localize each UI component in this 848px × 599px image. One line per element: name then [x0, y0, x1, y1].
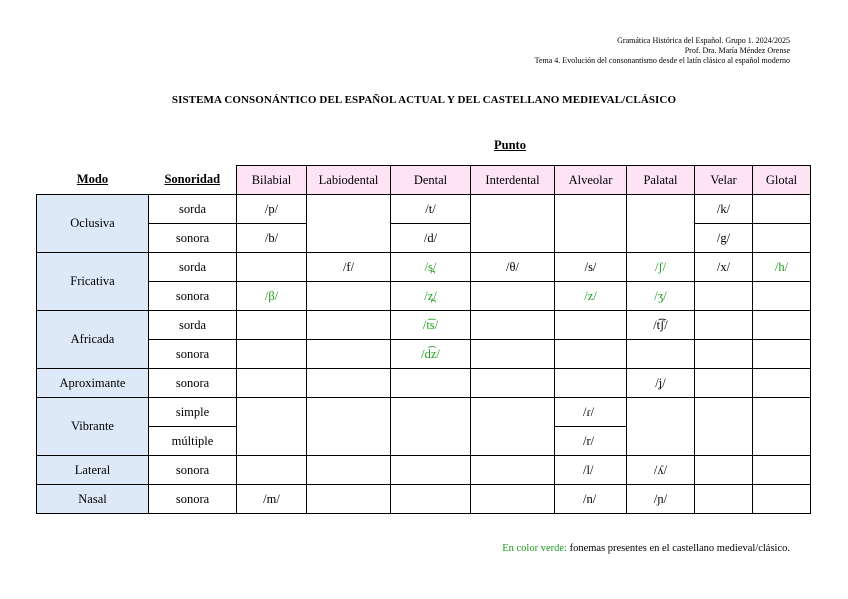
col-glotal: Glotal — [753, 166, 811, 195]
phoneme-cell: /r/ — [555, 427, 627, 456]
phoneme-cell-medieval: /t͡s/ — [391, 311, 471, 340]
phoneme-cell: /ɲ/ — [627, 485, 695, 514]
table-row — [37, 195, 811, 224]
empty-cell — [753, 311, 811, 340]
voicing-cell: sonora — [149, 369, 237, 398]
phoneme-cell: /k/ — [695, 195, 753, 224]
table-row — [37, 485, 811, 514]
mode-africada: Africada — [37, 311, 149, 369]
col-palatal: Palatal — [627, 166, 695, 195]
phoneme-cell-medieval: /d͡z/ — [391, 340, 471, 369]
page-title: SISTEMA CONSONÁNTICO DEL ESPAÑOL ACTUAL Y DEL CASTELLANO MEDIEVAL/CLÁSICO — [171, 94, 677, 106]
empty-cell — [237, 340, 307, 369]
empty-cell — [471, 311, 555, 340]
modo-header: Modo — [37, 166, 149, 195]
table-header-row — [37, 166, 811, 195]
phoneme-cell-medieval: /h/ — [753, 253, 811, 282]
empty-cell — [695, 340, 753, 369]
empty-cell — [471, 398, 555, 456]
empty-cell — [753, 195, 811, 224]
document-header — [535, 36, 790, 66]
empty-cell — [471, 282, 555, 311]
mode-lateral: Lateral — [37, 456, 149, 485]
legend-text: fonemas presentes en el castellano medieval/clásico. — [566, 543, 790, 554]
empty-cell — [307, 456, 391, 485]
empty-cell — [307, 485, 391, 514]
empty-cell — [471, 485, 555, 514]
phoneme-cell: /p/ — [237, 195, 307, 224]
empty-cell — [555, 340, 627, 369]
phoneme-cell: /g/ — [695, 224, 753, 253]
empty-cell — [555, 311, 627, 340]
phoneme-cell: /f/ — [307, 253, 391, 282]
mode-vibrante: Vibrante — [37, 398, 149, 456]
header-topic: Tema 4. Evolución del consonantismo desde el latín clásico al español moderno — [534, 56, 790, 65]
legend-green-label: En color verde: — [502, 543, 567, 554]
phoneme-cell: /d/ — [391, 224, 471, 253]
mode-nasal: Nasal — [37, 485, 149, 514]
mode-oclusiva: Oclusiva — [37, 195, 149, 253]
phoneme-cell: /ʝ/ — [627, 369, 695, 398]
phoneme-cell-medieval: /z̪/ — [391, 282, 471, 311]
table-row — [37, 340, 811, 369]
empty-cell — [627, 195, 695, 253]
voicing-cell: sonora — [149, 282, 237, 311]
empty-cell — [307, 195, 391, 253]
empty-cell — [307, 311, 391, 340]
empty-cell — [695, 485, 753, 514]
voicing-cell: sonora — [149, 224, 237, 253]
empty-cell — [753, 398, 811, 456]
empty-cell — [471, 456, 555, 485]
empty-cell — [471, 369, 555, 398]
phoneme-cell: /x/ — [695, 253, 753, 282]
phoneme-cell: /m/ — [237, 485, 307, 514]
empty-cell — [753, 224, 811, 253]
empty-cell — [307, 369, 391, 398]
empty-cell — [753, 282, 811, 311]
empty-cell — [237, 369, 307, 398]
mode-aproximante: Aproximante — [37, 369, 149, 398]
header-course: Gramática Histórica del Español. Grupo 1. 2024/2025 — [617, 36, 790, 45]
table-row — [37, 398, 811, 427]
col-bilabial: Bilabial — [237, 166, 307, 195]
empty-cell — [391, 485, 471, 514]
table-row — [37, 369, 811, 398]
empty-cell — [695, 282, 753, 311]
empty-cell — [391, 369, 471, 398]
voicing-cell: sonora — [149, 456, 237, 485]
empty-cell — [237, 253, 307, 282]
voicing-cell: simple — [149, 398, 237, 427]
phoneme-cell: /s/ — [555, 253, 627, 282]
empty-cell — [695, 369, 753, 398]
phoneme-cell: /θ/ — [471, 253, 555, 282]
col-interdental: Interdental — [471, 166, 555, 195]
empty-cell — [753, 456, 811, 485]
empty-cell — [237, 456, 307, 485]
col-labiodental: Labiodental — [307, 166, 391, 195]
empty-cell — [753, 369, 811, 398]
empty-cell — [237, 398, 307, 456]
empty-cell — [307, 340, 391, 369]
header-professor: Prof. Dra. María Méndez Orense — [684, 46, 790, 55]
col-dental: Dental — [391, 166, 471, 195]
phoneme-cell-medieval: /ʒ/ — [627, 282, 695, 311]
table-row — [37, 311, 811, 340]
table-row — [37, 253, 811, 282]
legend-note — [502, 543, 790, 554]
phoneme-cell: /ɾ/ — [555, 398, 627, 427]
phoneme-cell-medieval: /z/ — [555, 282, 627, 311]
empty-cell — [753, 340, 811, 369]
phoneme-cell: /n/ — [555, 485, 627, 514]
empty-cell — [307, 398, 391, 456]
table-row — [37, 456, 811, 485]
voicing-cell: sorda — [149, 195, 237, 224]
phoneme-cell-medieval: /ʃ/ — [627, 253, 695, 282]
phoneme-cell: /ʎ/ — [627, 456, 695, 485]
mode-fricativa: Fricativa — [37, 253, 149, 311]
empty-cell — [555, 195, 627, 253]
empty-cell — [695, 456, 753, 485]
empty-cell — [555, 369, 627, 398]
empty-cell — [753, 485, 811, 514]
col-alveolar: Alveolar — [555, 166, 627, 195]
empty-cell — [237, 311, 307, 340]
phoneme-cell-medieval: /β/ — [237, 282, 307, 311]
empty-cell — [307, 282, 391, 311]
empty-cell — [391, 456, 471, 485]
voicing-cell: múltiple — [149, 427, 237, 456]
sonoridad-header: Sonoridad — [149, 166, 237, 195]
table-row — [37, 224, 811, 253]
phoneme-cell-medieval: /s̪/ — [391, 253, 471, 282]
punto-heading: Punto — [494, 138, 526, 152]
col-velar: Velar — [695, 166, 753, 195]
table-row — [37, 282, 811, 311]
phoneme-cell: /t/ — [391, 195, 471, 224]
phoneme-cell: /l/ — [555, 456, 627, 485]
consonant-table — [36, 165, 811, 514]
empty-cell — [627, 398, 695, 456]
empty-cell — [471, 340, 555, 369]
empty-cell — [391, 398, 471, 456]
voicing-cell: sorda — [149, 311, 237, 340]
empty-cell — [695, 398, 753, 456]
phoneme-cell: /t͡ʃ/ — [627, 311, 695, 340]
voicing-cell: sonora — [149, 485, 237, 514]
empty-cell — [627, 340, 695, 369]
phoneme-cell: /b/ — [237, 224, 307, 253]
empty-cell — [471, 195, 555, 253]
voicing-cell: sonora — [149, 340, 237, 369]
voicing-cell: sorda — [149, 253, 237, 282]
empty-cell — [695, 311, 753, 340]
